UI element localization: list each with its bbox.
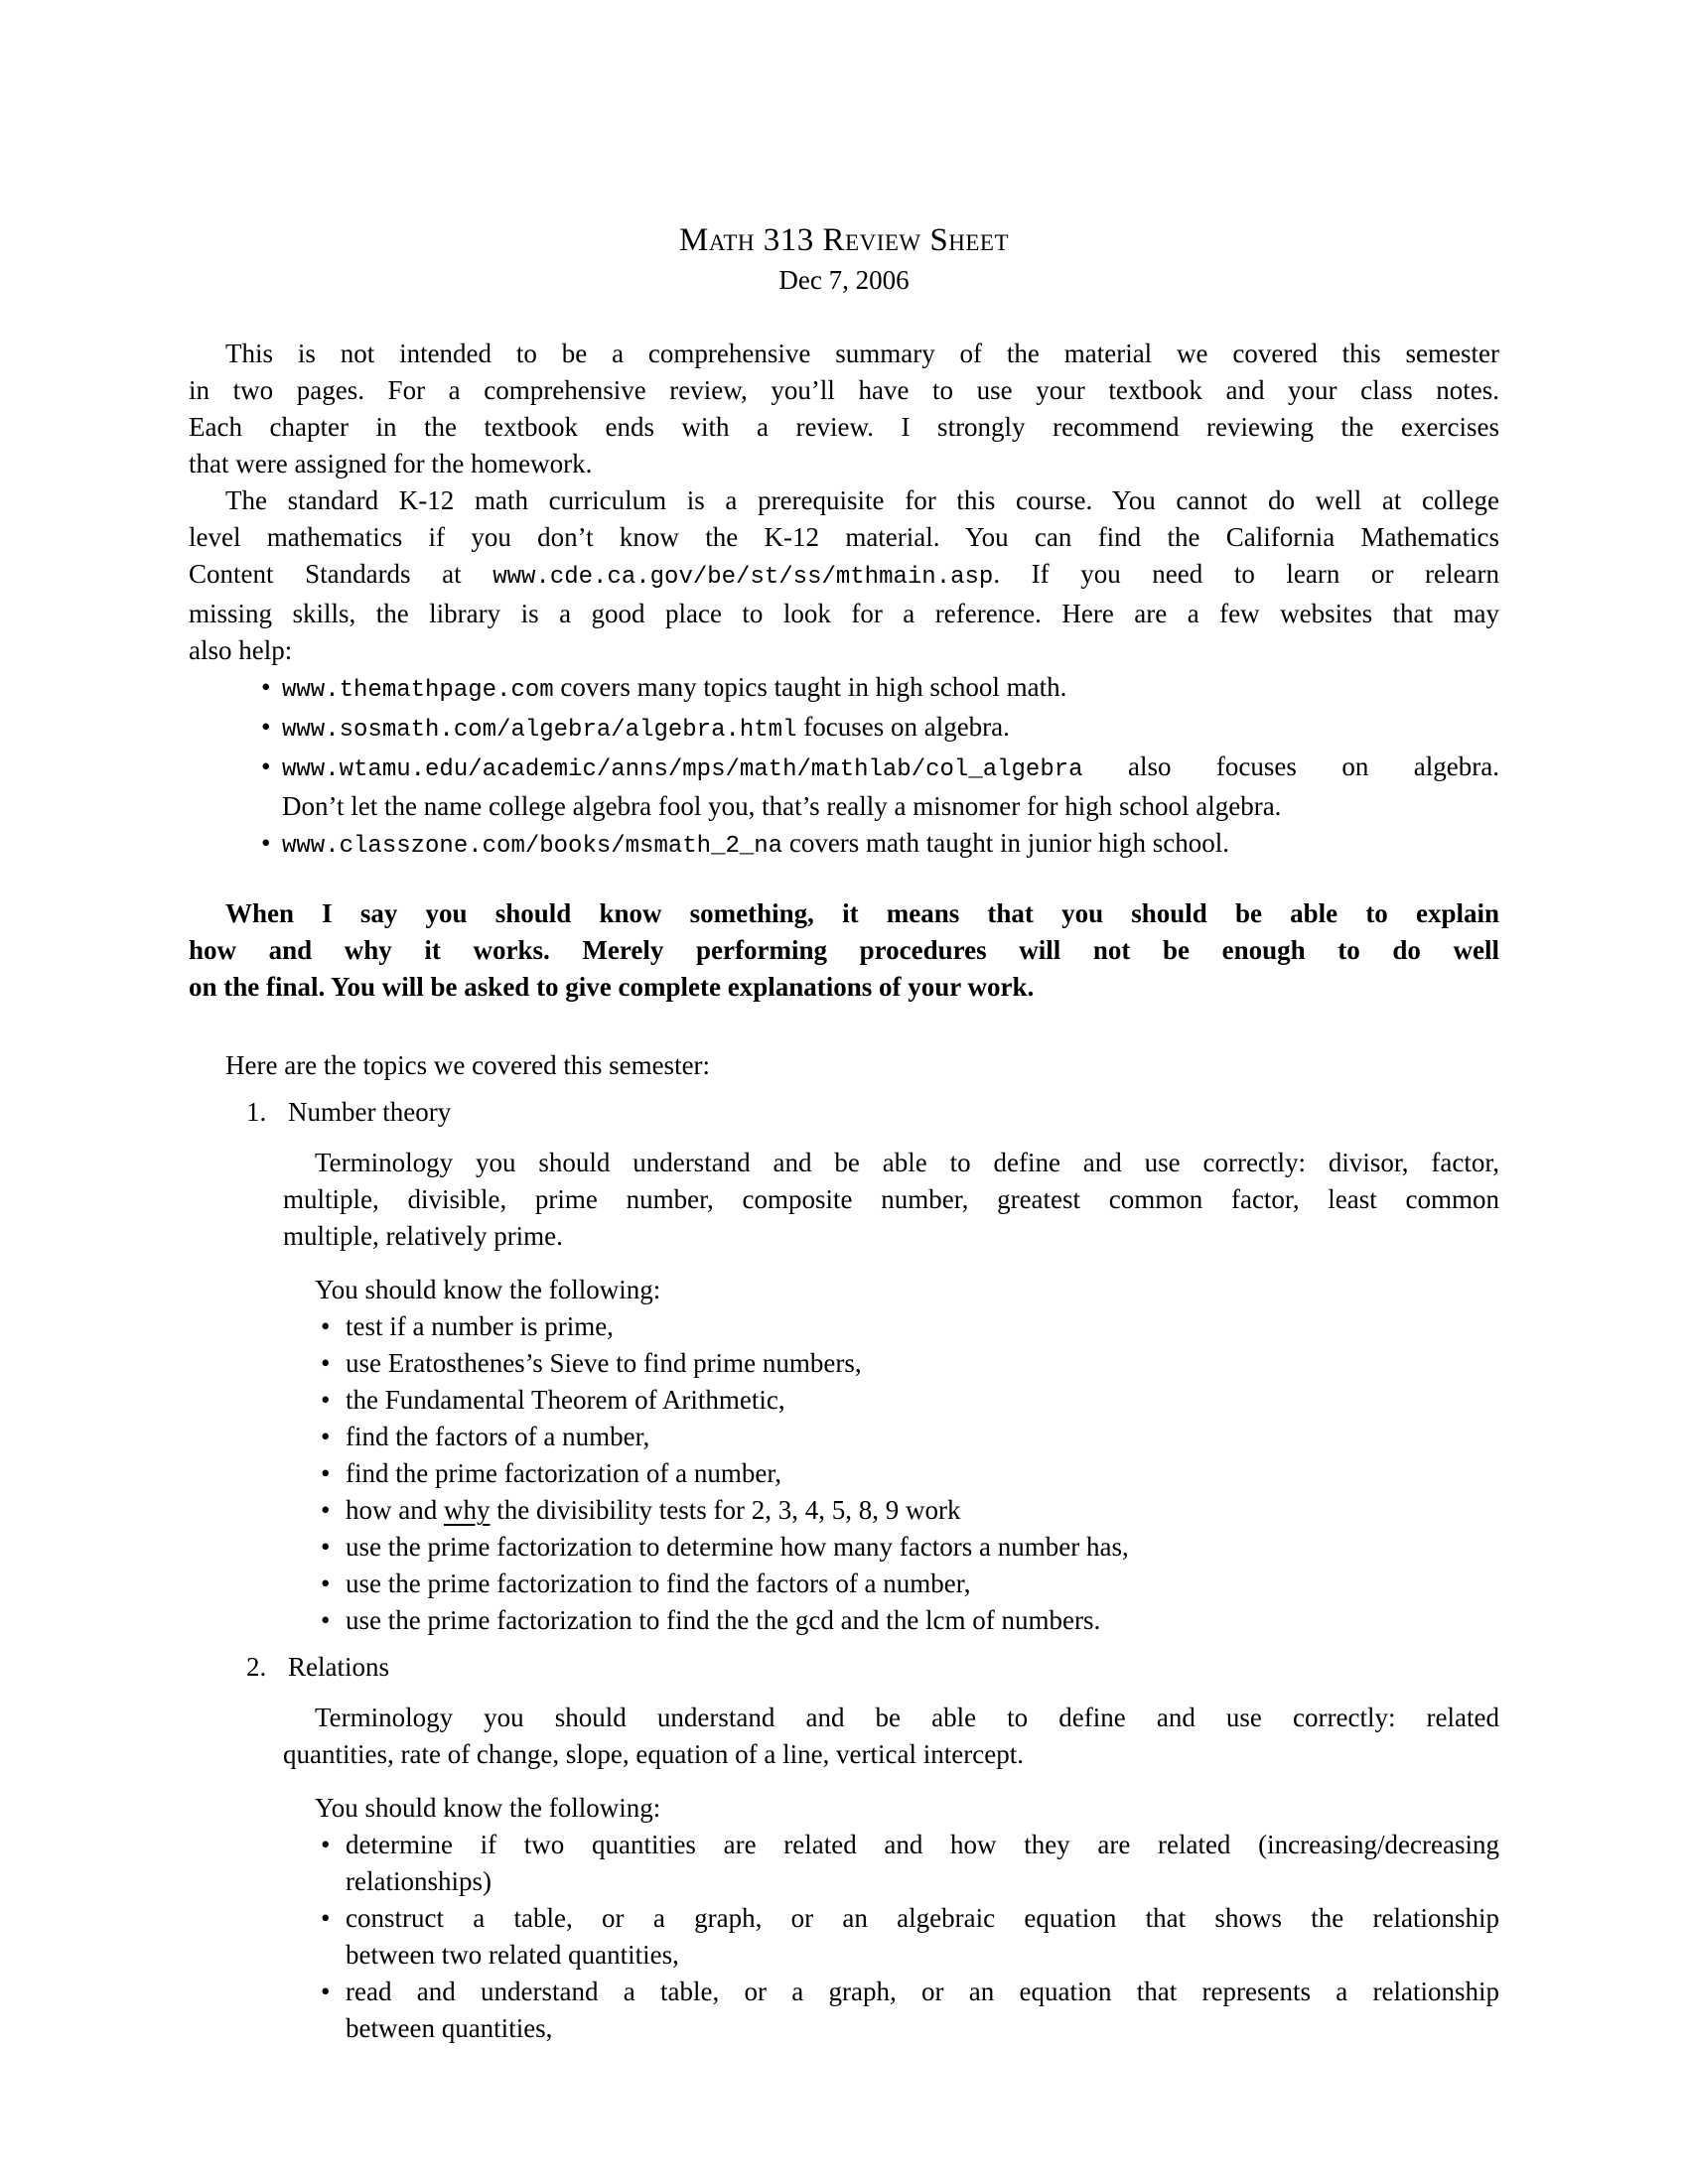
text-segment: how and	[346, 1495, 444, 1525]
text-segment: relationships)	[346, 1866, 492, 1896]
bullet-icon: •	[261, 751, 271, 781]
list-item	[321, 1455, 1499, 1492]
text-segment: Don’t let the name college algebra fool you, that’s really a misnomer for high school algebra.	[282, 791, 1282, 821]
bullet-icon: •	[321, 1903, 331, 1933]
text-segment: multiple, relatively prime.	[283, 1221, 563, 1251]
text-segment: find the prime factorization of a number,	[346, 1458, 782, 1488]
text-segment: . If you need to learn or relearn	[993, 559, 1499, 589]
document-body	[189, 336, 1499, 2047]
text-segment: on the final. You will be asked to give complete explanations of your work.	[189, 972, 1035, 1002]
text-segment: between two related quantities,	[346, 1940, 679, 1970]
list-item	[321, 1974, 1499, 2047]
text-segment: construct a table, or a graph, or an algebraic equation that shows the relationship	[346, 1903, 1499, 1933]
list-item	[321, 1529, 1499, 1566]
text-line	[346, 1455, 1499, 1492]
text-segment: use the prime factorization to determine how many factors a number has,	[346, 1532, 1129, 1562]
text-segment: find the factors of a number,	[346, 1422, 650, 1451]
topic-number: 1.	[246, 1097, 267, 1127]
text-line	[282, 749, 1499, 788]
topic-heading-2	[246, 1649, 1499, 1686]
topic-bullet-list-2	[321, 1827, 1499, 2047]
text-segment: use Eratosthenes’s Sieve to find prime numbers,	[346, 1348, 862, 1378]
text-line	[189, 482, 1499, 519]
list-item	[261, 749, 1499, 825]
text-segment: the divisibility tests for 2, 3, 4, 5, 8, 9 work	[490, 1495, 961, 1525]
list-item	[321, 1492, 1499, 1529]
topics-intro-paragraph	[189, 1047, 1499, 1084]
text-line	[189, 1047, 1499, 1084]
list-item	[321, 1827, 1499, 1900]
text-line	[346, 1937, 1499, 1974]
text-line	[189, 932, 1499, 969]
text-segment: covers many topics taught in high school math.	[553, 672, 1067, 702]
page-title: Math 313 Review Sheet	[678, 222, 1009, 258]
text-line	[346, 1602, 1499, 1639]
bullet-icon: •	[321, 1605, 331, 1635]
text-line	[282, 669, 1499, 709]
text-line	[346, 1308, 1499, 1345]
terminology-paragraph-2	[283, 1700, 1499, 1773]
text-line	[346, 1419, 1499, 1455]
text-line	[282, 788, 1499, 825]
know-intro-1	[283, 1272, 1499, 1308]
text-segment: level mathematics if you don’t know the K-12 material. You can find the California Mathematics	[189, 522, 1499, 552]
list-item	[321, 1900, 1499, 1974]
list-item	[321, 1308, 1499, 1345]
url-text: www.classzone.com/books/msmath_2_na	[282, 833, 783, 860]
list-item	[321, 1602, 1499, 1639]
text-segment: Terminology you should understand and be able to define and use correctly: divisor, factor,	[315, 1148, 1499, 1177]
bullet-icon: •	[321, 1977, 331, 2006]
text-segment: read and understand a table, or a graph, or an equation that represents a relationship	[346, 1977, 1499, 2006]
text-segment: You should know the following:	[315, 1275, 661, 1304]
text-segment: multiple, divisible, prime number, composite number, greatest common factor, least common	[283, 1184, 1499, 1214]
list-item	[321, 1382, 1499, 1419]
list-item	[261, 709, 1499, 749]
text-line	[283, 1218, 1499, 1255]
text-segment: use the prime factorization to find the the gcd and the lcm of numbers.	[346, 1605, 1101, 1635]
text-segment: missing skills, the library is a good place to look for a reference. Here are a few websites that may	[189, 599, 1499, 628]
text-line	[346, 1566, 1499, 1602]
topic-number: 2.	[246, 1652, 267, 1682]
text-segment: Each chapter in the textbook ends with a review. I strongly recommend reviewing the exercises	[189, 412, 1499, 442]
text-segment: The standard K-12 math curriculum is a prerequisite for this course. You cannot do well at college	[225, 485, 1499, 515]
website-list	[261, 669, 1499, 865]
text-segment: focuses on algebra.	[796, 712, 1010, 742]
text-segment: in two pages. For a comprehensive review, you’ll have to use your textbook and your class notes.	[189, 375, 1499, 405]
text-line	[189, 556, 1499, 596]
text-segment: use the prime factorization to find the factors of a number,	[346, 1569, 971, 1598]
bullet-icon: •	[321, 1422, 331, 1451]
text-segment: also focuses on algebra.	[1082, 751, 1499, 781]
topic-bullet-list-1	[321, 1308, 1499, 1639]
list-item	[321, 1419, 1499, 1455]
text-line	[189, 446, 1499, 482]
emphasis-paragraph	[189, 895, 1499, 1006]
bullet-icon: •	[321, 1495, 331, 1525]
text-line	[346, 1827, 1499, 1863]
topic-number-theory	[189, 1094, 1499, 1639]
text-line	[189, 596, 1499, 632]
know-intro-2	[283, 1790, 1499, 1827]
text-line	[189, 409, 1499, 446]
text-line	[282, 709, 1499, 749]
text-segment: This is not intended to be a comprehensive summary of the material we covered this semester	[225, 339, 1499, 368]
text-line	[346, 1492, 1499, 1529]
bullet-icon: •	[321, 1830, 331, 1859]
text-segment: Here are the topics we covered this semester:	[225, 1050, 711, 1080]
topic-relations	[189, 1649, 1499, 2047]
text-line	[346, 2010, 1499, 2047]
text-line	[346, 1382, 1499, 1419]
text-line	[346, 1900, 1499, 1937]
text-line	[283, 1790, 1499, 1827]
topic-heading-1	[246, 1094, 1499, 1131]
text-line	[346, 1529, 1499, 1566]
underlined-word: why	[443, 1495, 491, 1525]
text-segment: the Fundamental Theorem of Arithmetic,	[346, 1385, 785, 1415]
bullet-icon: •	[321, 1458, 331, 1488]
text-line	[346, 1863, 1499, 1900]
text-segment: test if a number is prime,	[346, 1311, 614, 1341]
text-segment: determine if two quantities are related and how they are related (increasing/decreasing	[346, 1830, 1499, 1859]
bullet-icon: •	[321, 1385, 331, 1415]
text-line	[283, 1181, 1499, 1218]
list-item	[261, 669, 1499, 709]
url-text: www.cde.ca.gov/be/st/ss/mthmain.asp	[492, 564, 994, 591]
text-segment: that were assigned for the homework.	[189, 449, 593, 478]
list-item	[261, 825, 1499, 865]
topic-title: Relations	[288, 1652, 389, 1682]
list-item	[321, 1566, 1499, 1602]
list-item	[321, 1345, 1499, 1382]
text-line	[189, 372, 1499, 409]
terminology-paragraph-1	[283, 1145, 1499, 1255]
text-segment: also help:	[189, 635, 293, 665]
url-text: www.themathpage.com	[282, 677, 554, 704]
text-segment: Terminology you should understand and be able to define and use correctly: related	[315, 1703, 1499, 1732]
text-line	[346, 1345, 1499, 1382]
text-segment: You should know the following:	[315, 1793, 661, 1823]
bullet-icon: •	[261, 672, 271, 702]
bullet-icon: •	[321, 1311, 331, 1341]
bullet-icon: •	[321, 1532, 331, 1562]
text-line	[283, 1145, 1499, 1181]
text-line	[346, 1974, 1499, 2010]
url-text: www.wtamu.edu/academic/anns/mps/math/mathlab/col_algebra	[282, 756, 1083, 783]
document-header	[189, 220, 1499, 299]
text-segment: quantities, rate of change, slope, equation of a line, vertical intercept.	[283, 1739, 1024, 1769]
text-line	[189, 632, 1499, 669]
text-segment: When I say you should know something, it means that you should be able to explain	[225, 898, 1499, 928]
text-line	[189, 519, 1499, 556]
bullet-icon: •	[261, 712, 271, 742]
topic-title: Number theory	[288, 1097, 452, 1127]
document-date: Dec 7, 2006	[778, 265, 910, 295]
bullet-icon: •	[321, 1569, 331, 1598]
text-segment: covers math taught in junior high school.	[782, 828, 1230, 858]
text-segment: Content Standards at	[189, 559, 493, 589]
text-line	[283, 1272, 1499, 1308]
text-line	[283, 1736, 1499, 1773]
intro-paragraph-2	[189, 482, 1499, 669]
text-line	[189, 895, 1499, 932]
intro-paragraph-1	[189, 336, 1499, 482]
text-segment: between quantities,	[346, 2013, 553, 2043]
text-line	[282, 825, 1499, 865]
text-line	[283, 1700, 1499, 1736]
text-line	[189, 336, 1499, 372]
text-segment: how and why it works. Merely performing procedures will not be enough to do well	[189, 935, 1499, 965]
bullet-icon: •	[321, 1348, 331, 1378]
text-line	[189, 969, 1499, 1006]
bullet-icon: •	[261, 828, 271, 858]
url-text: www.sosmath.com/algebra/algebra.html	[282, 717, 797, 744]
